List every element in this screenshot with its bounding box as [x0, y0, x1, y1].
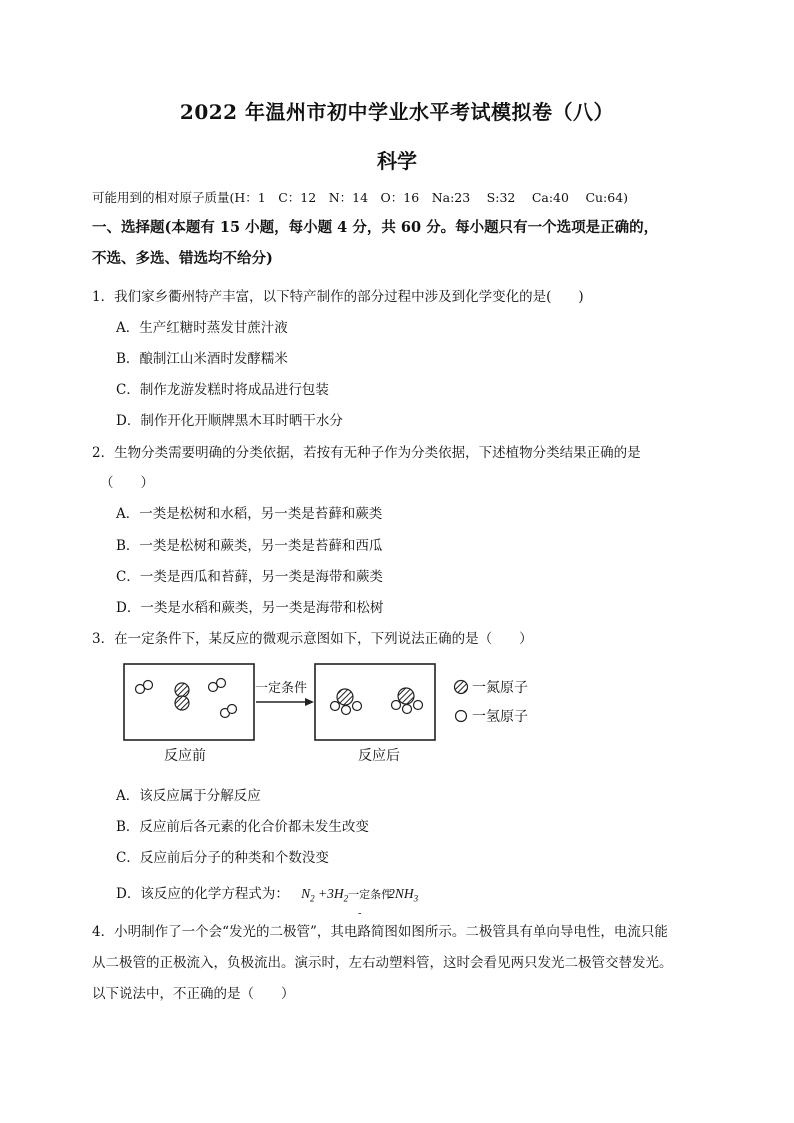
- question-2-option-b: B．一类是松树和蕨类，另一类是苔藓和西瓜: [116, 538, 383, 554]
- question-1-option-d: D．制作开化开顺牌黑木耳时晒干水分: [116, 413, 343, 429]
- legend-nitrogen: 一氮原子: [472, 679, 528, 695]
- legend-hydrogen: 一氢原子: [472, 708, 528, 724]
- page-title: 2022 年温州市初中学业水平考试模拟卷（八）: [179, 100, 615, 124]
- question-3-option-c: C．反应前后分子的种类和个数没变: [116, 850, 329, 866]
- nitrogen-atom-legend-icon: [455, 681, 468, 694]
- question-1-option-c: C．制作龙游发糕时将成品进行包装: [116, 382, 329, 398]
- after-label: 反应后: [358, 747, 400, 763]
- h2-molecule: [221, 705, 237, 718]
- reaction-diagram: [122, 660, 552, 770]
- question-1-stem: 1．我们家乡衢州特产丰富，以下特产制作的部分过程中涉及到化学变化的是( ): [92, 289, 584, 305]
- h2-molecule: [209, 679, 226, 692]
- question-4-line1: 4．小明制作了一个会“发光的二极管”，其电路简图如图所示。二极管具有单向导电性，电流只能: [92, 924, 668, 940]
- question-2-stem: 2．生物分类需要明确的分类依据，若按有无种子作为分类依据，下述植物分类结果正确的是: [92, 445, 641, 461]
- question-4-line3: 以下说法中，不正确的是（ ）: [92, 986, 295, 1002]
- question-2-option-d: D．一类是水稻和蕨类，另一类是海带和松树: [116, 600, 384, 616]
- question-3-stem: 3．在一定条件下，某反应的微观示意图如下，下列说法正确的是（ ）: [92, 631, 533, 647]
- question-4-line2: 从二极管的正极流入，负极流出。演示时，左右动塑料管，这时会看见两只发光二极管交替发光。: [92, 955, 673, 971]
- section-heading-line2: 不选、多选、错选均不给分): [92, 250, 273, 267]
- question-2-option-a: A．一类是松树和水稻，另一类是苔藓和蕨类: [116, 506, 383, 522]
- atomic-masses-note: 可能用到的相对原子质量(H：1 C：12 N：14 O：16 Na:23 S:32 Ca:40 Cu:64): [92, 190, 629, 205]
- nh3-molecule: [331, 689, 362, 715]
- nh3-molecule: [392, 688, 423, 714]
- question-1-option-b: B．酿制江山米酒时发酵糯米: [116, 351, 288, 367]
- question-1-option-a: A．生产红糖时蒸发甘蔗汁液: [116, 320, 288, 336]
- arrow-label: 一定条件: [255, 680, 308, 695]
- subject-heading: 科学: [377, 149, 417, 173]
- section-heading-line1: 一、选择题(本题有 15 小题，每小题 4 分，共 60 分。每小题只有一个选项是正确的，: [92, 219, 659, 236]
- question-2-answer-paren: （ ）: [100, 475, 154, 491]
- question-3-option-b: B．反应前后各元素的化合价都未发生改变: [116, 819, 369, 835]
- question-3-option-d: [116, 882, 419, 919]
- hydrogen-atom-legend-icon: [456, 711, 467, 722]
- question-3-option-a: A．该反应属于分解反应: [116, 788, 261, 804]
- before-label: 反应前: [164, 747, 206, 763]
- h2-molecule: [136, 681, 153, 694]
- option-d-prefix: D．该反应的化学方程式为：: [116, 886, 289, 902]
- question-2-option-c: C．一类是西瓜和苔藓，另一类是海带和蕨类: [116, 569, 383, 585]
- n2-molecule: [175, 683, 189, 710]
- chemical-equation: $N_2 +3H_2$ 一定条件 - $2NH_3$: [301, 886, 419, 919]
